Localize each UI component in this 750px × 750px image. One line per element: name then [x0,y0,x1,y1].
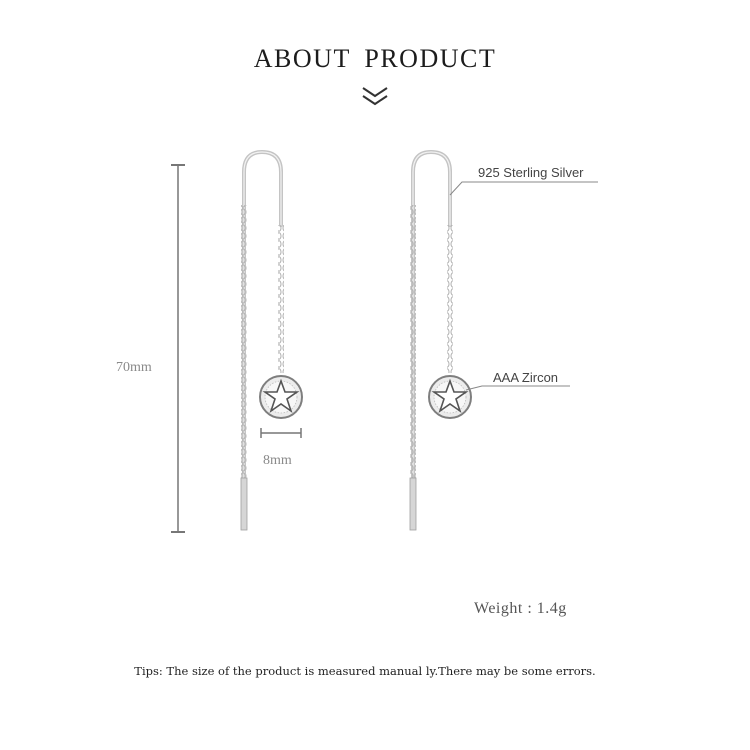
length-label: 70mm [116,360,152,375]
right-pendant [429,376,471,418]
weight-label: Weight : 1.4g [474,600,567,617]
pendant-width-label: 8mm [263,453,292,468]
length-dimension-line [171,165,185,532]
material-callout-line [450,182,598,195]
right-earring [410,152,471,530]
tips-note: Tips: The size of the product is measured manual ly.There may be some errors. [134,664,596,678]
material-callout: 925 Sterling Silver [478,165,584,180]
page-title: ABOUT PRODUCT [253,44,497,73]
stone-callout-line [466,386,570,390]
stone-callout: AAA Zircon [493,370,559,385]
left-pendant [260,376,302,418]
width-dimension-line [261,428,301,438]
left-earring [241,152,302,530]
